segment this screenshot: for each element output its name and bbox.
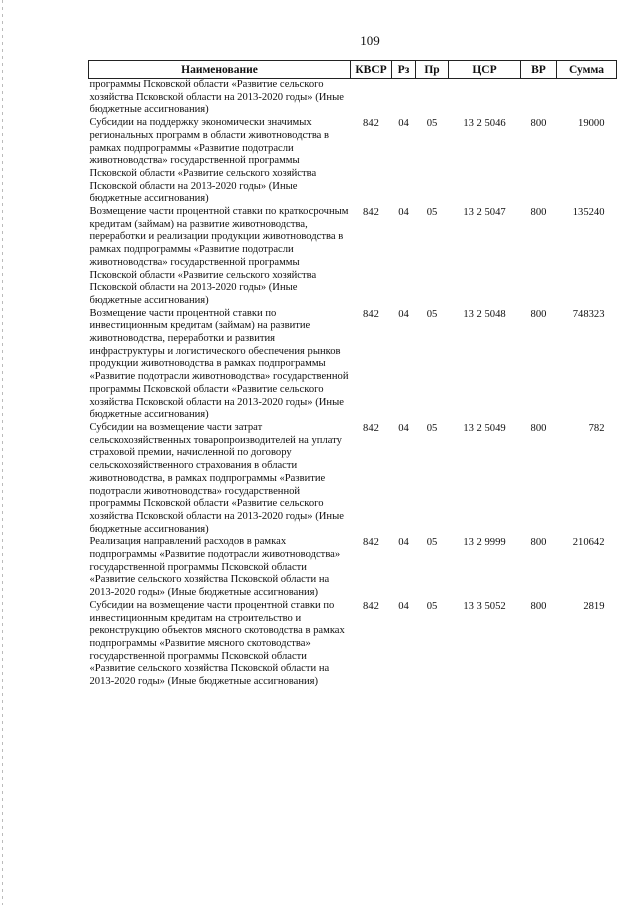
row-csr: 13 2 5046 <box>463 118 506 130</box>
row-name: Возмещение части процентной ставки по краткосрочным кредитам (займам) на развитие животноводства, переработки и реализации продукции животноводства в рамках подпрограммы «Развитие подотрасли животноводства» государственной программы Псковской области «Развитие сельского хозяйства Псковской области на 2013-2020 годы» (Иные бюджетные ассигнования) <box>89 206 349 306</box>
table-row <box>89 422 617 536</box>
row-kvsr: 842 <box>363 537 379 549</box>
row-sum: 19000 <box>578 118 605 130</box>
table-row <box>89 308 617 422</box>
row-sum: 135240 <box>572 207 605 219</box>
row-rz: 04 <box>398 600 409 612</box>
row-rz: 04 <box>398 118 409 130</box>
page-edge-line <box>2 0 3 905</box>
header-pr: Пр <box>416 61 449 79</box>
row-rz: 04 <box>398 422 409 434</box>
row-pr: 05 <box>426 600 438 612</box>
row-pr: 05 <box>426 537 438 549</box>
budget-table-container <box>88 60 616 689</box>
row-name: Реализация направлений расходов в рамках подпрограммы «Развитие подотрасли животноводства» государственной программы Псковской области «Развитие сельского хозяйства Псковской области на 2013-2020 годы» (Иные бюджетные ассигнования) <box>89 536 341 599</box>
row-name: Субсидии на возмещение части затрат сельскохозяйственных товаропроизводителей на уплату страховой премии, начисленной по договору сельскохозяйственного страхования в области животноводства, в рамках подпрограммы «Развитие подотрасли животноводства» государственной программы Псковской области «Развитие сельского хозяйства Псковской области на 2013-2020 годы» (Иные бюджетные ассигнования) <box>89 421 344 535</box>
row-kvsr: 842 <box>363 118 379 130</box>
row-name: Возмещение части процентной ставки по инвестиционным кредитам (займам) на развитие животноводства, переработки и развития инфраструктуры и логистического обеспечения рынков продукции животноводства в рамках подпрограммы «Развитие подотрасли животноводства» государственной программы Псковской области «Развитие сельского хозяйства Псковской области на 2013-2020 годы» (Иные бюджетные ассигнования) <box>89 307 349 421</box>
row-csr: 13 2 5048 <box>463 308 506 320</box>
table-row <box>89 206 617 308</box>
row-vr: 800 <box>530 308 547 320</box>
row-csr: 13 3 5052 <box>463 600 506 612</box>
table-row <box>89 117 617 206</box>
table-header-row <box>89 61 617 79</box>
header-csr: ЦСР <box>449 61 521 79</box>
table-row-continuation <box>89 79 617 118</box>
header-vr: ВР <box>521 61 557 79</box>
table-row <box>89 600 617 689</box>
row-vr: 800 <box>530 207 547 219</box>
row-rz: 04 <box>398 207 409 219</box>
row-kvsr: 842 <box>363 207 379 219</box>
row-kvsr: 842 <box>363 308 379 320</box>
row-vr: 800 <box>530 422 547 434</box>
header-rz: Рз <box>392 61 416 79</box>
row-name: Субсидии на возмещение части процентной ставки по инвестиционным кредитам на строительство и реконструкцию объектов мясного скотоводства в рамках подпрограммы «Развитие мясного скотоводства» государственной программы Псковской области «Развитие сельского хозяйства Псковской области на 2013-2020 годы» (Иные бюджетные ассигнования) <box>89 599 345 688</box>
row-sum: 782 <box>588 422 605 434</box>
row-csr: 13 2 5049 <box>463 422 506 434</box>
row-name: Субсидии на поддержку экономически значимых региональных программ в области животноводства в рамках подпрограммы «Развитие подотрасли животноводства» государственной программы Псковской области «Развитие сельского хозяйства Псковской области на 2013-2020 годы» (Иные бюджетные ассигнования) <box>89 117 330 205</box>
row-sum: 748323 <box>572 308 605 320</box>
row-pr: 05 <box>426 118 438 130</box>
table-row <box>89 536 617 600</box>
row-rz: 04 <box>398 537 409 549</box>
header-sum: Сумма <box>557 61 617 79</box>
row-sum: 2819 <box>583 600 605 612</box>
row-sum: 210642 <box>572 537 605 549</box>
row-vr: 800 <box>530 600 547 612</box>
row-vr: 800 <box>530 118 547 130</box>
row-rz: 04 <box>398 308 409 320</box>
header-name: Наименование <box>89 61 351 79</box>
row-kvsr: 842 <box>363 600 379 612</box>
row-pr: 05 <box>426 308 438 320</box>
row-pr: 05 <box>426 422 438 434</box>
budget-table <box>88 60 617 689</box>
row-kvsr: 842 <box>363 422 379 434</box>
page-number: 109 <box>360 33 380 48</box>
row-vr: 800 <box>530 537 547 549</box>
header-kvsr: КВСР <box>351 61 392 79</box>
continuation-text: программы Псковской области «Развитие сельского хозяйства Псковской области на 2013-2020 годы» (Иные бюджетные ассигнования) <box>89 79 344 116</box>
row-pr: 05 <box>426 207 438 219</box>
row-csr: 13 2 9999 <box>463 537 506 549</box>
row-csr: 13 2 5047 <box>463 207 506 219</box>
